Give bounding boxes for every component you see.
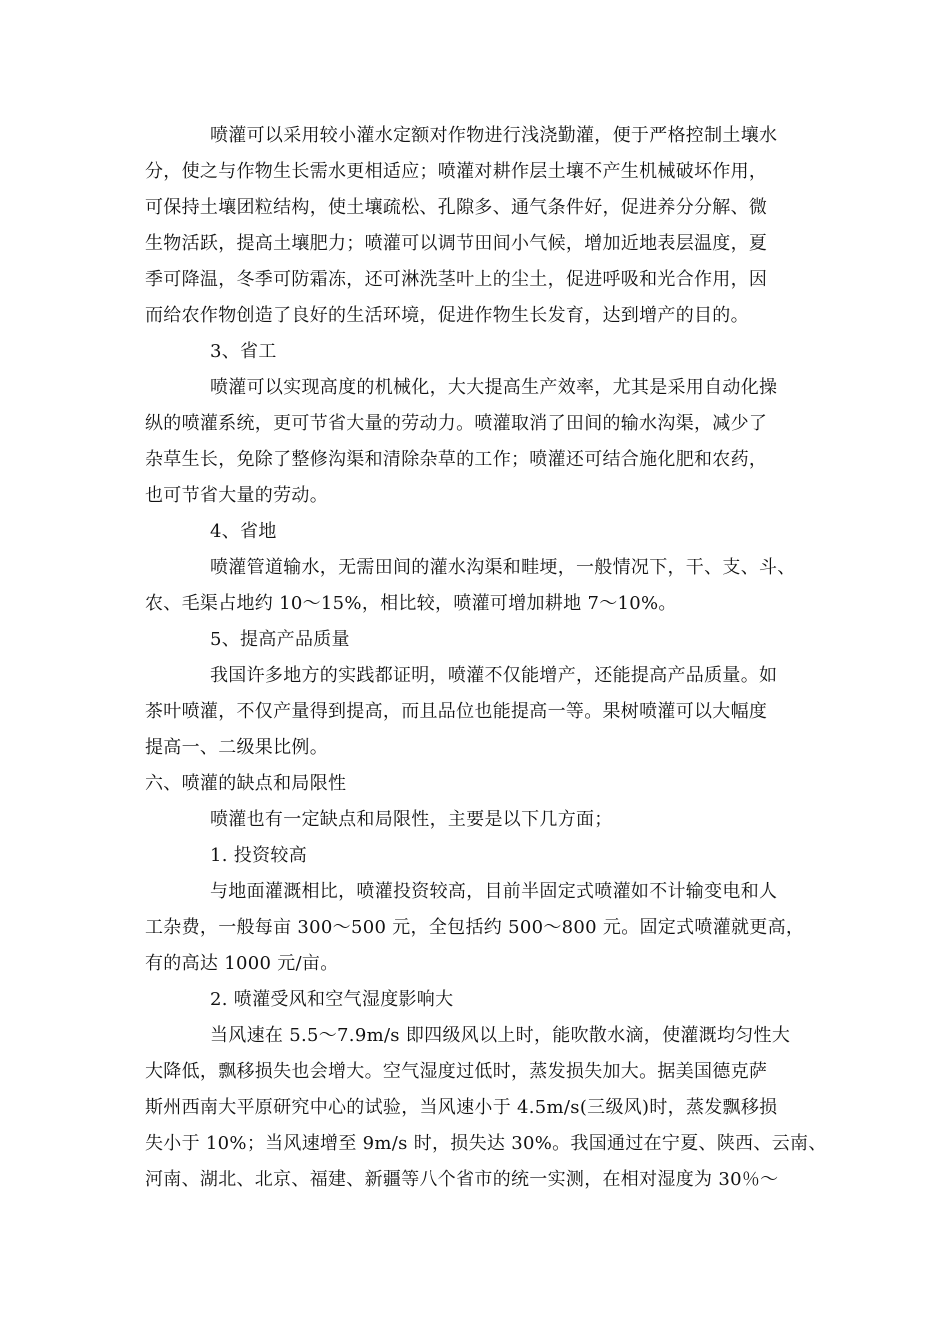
section-heading: 1. 投资较高: [210, 845, 307, 866]
text-line: 喷灌可以采用较小灌水定额对作物进行浅浇勤灌，便于严格控制土壤水: [210, 125, 778, 146]
text-line: 大降低，飘移损失也会增大。空气湿度过低时，蒸发损失加大。据美国德克萨: [145, 1061, 768, 1082]
text-line: 喷灌也有一定缺点和局限性，主要是以下几方面；: [210, 809, 613, 830]
text-line: 季可降温，冬季可防霜冻，还可淋洗茎叶上的尘土，促进呼吸和光合作用，因: [145, 269, 768, 290]
text-line: 失小于 10%；当风速增至 9m/s 时，损失达 30%。我国通过在宁夏、陕西、云南、: [145, 1133, 827, 1154]
text-line: 当风速在 5.5～7.9m/s 即四级风以上时，能吹散水滴，使灌溉均匀性大: [210, 1025, 791, 1046]
section-heading: 2. 喷灌受风和空气湿度影响大: [210, 989, 454, 1010]
text-line: 提高一、二级果比例。: [145, 737, 328, 758]
section-heading: 4、省地: [210, 521, 277, 542]
text-line: 喷灌管道输水，无需田间的灌水沟渠和畦埂，一般情况下，干、支、斗、: [210, 557, 796, 578]
text-line: 可保持土壤团粒结构，使土壤疏松、孔隙多、通气条件好，促进养分分解、微: [145, 197, 768, 218]
chapter-heading: 六、喷灌的缺点和局限性: [145, 773, 347, 794]
text-line: 喷灌可以实现高度的机械化，大大提高生产效率，尤其是采用自动化操: [210, 377, 778, 398]
text-line: 斯州西南大平原研究中心的试验，当风速小于 4.5m/s(三级风)时，蒸发飘移损: [145, 1097, 778, 1118]
text-line: 我国许多地方的实践都证明，喷灌不仅能增产，还能提高产品质量。如: [210, 665, 778, 686]
section-heading: 3、省工: [210, 341, 277, 362]
text-line: 而给农作物创造了良好的生活环境，促进作物生长发育，达到增产的目的。: [145, 305, 749, 326]
text-line: 分，使之与作物生长需水更相适应；喷灌对耕作层土壤不产生机械破坏作用，: [145, 161, 768, 182]
text-line: 茶叶喷灌，不仅产量得到提高，而且品位也能提高一等。果树喷灌可以大幅度: [145, 701, 768, 722]
text-line: 农、毛渠占地约 10～15%，相比较，喷灌可增加耕地 7～10%。: [145, 593, 677, 614]
text-line: 纵的喷灌系统，更可节省大量的劳动力。喷灌取消了田间的输水沟渠，减少了: [145, 413, 768, 434]
text-line: 与地面灌溉相比，喷灌投资较高，目前半固定式喷灌如不计输变电和人: [210, 881, 778, 902]
section-heading: 5、提高产品质量: [210, 629, 350, 650]
text-line: 也可节省大量的劳动。: [145, 485, 328, 506]
text-line: 工杂费，一般每亩 300～500 元，全包括约 500～800 元。固定式喷灌就更高，: [145, 917, 805, 938]
text-line: 河南、湖北、北京、福建、新疆等八个省市的统一实测，在相对湿度为 30％～: [145, 1169, 779, 1190]
text-line: 杂草生长，免除了整修沟渠和清除杂草的工作；喷灌还可结合施化肥和农药，: [145, 449, 768, 470]
text-line: 有的高达 1000 元/亩。: [145, 953, 339, 974]
text-line: 生物活跃，提高土壤肥力；喷灌可以调节田间小气候，增加近地表层温度，夏: [145, 233, 768, 254]
